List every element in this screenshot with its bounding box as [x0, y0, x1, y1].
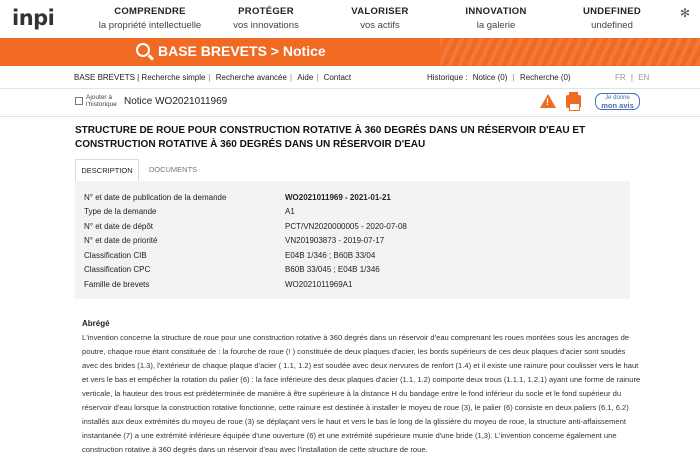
info-value: PCT/VN2020000005 - 2020-07-08	[285, 222, 407, 231]
info-label: N° et date de priorité	[84, 236, 158, 245]
divider	[0, 88, 700, 89]
add-history-label: Ajouter à l'historique	[86, 94, 117, 108]
info-row	[75, 265, 630, 278]
nav-subtitle: vos innovations	[233, 20, 299, 31]
nav-title: COMPRENDRE	[114, 6, 186, 17]
info-value: B60B 33/045 ; E04B 1/346	[285, 265, 380, 274]
nav-innovation[interactable]	[436, 6, 556, 31]
info-row	[75, 251, 630, 264]
history-notice-link[interactable]: Notice (0)	[472, 73, 508, 82]
tab-documents[interactable]: DOCUMENTS	[148, 165, 198, 174]
divider	[0, 116, 700, 117]
link-recherche-simple[interactable]: BASE BREVETS | Recherche simple	[74, 73, 206, 82]
add-history-checkbox[interactable]	[75, 97, 83, 105]
info-row	[75, 236, 630, 249]
info-value: WO2021011969A1	[285, 280, 353, 289]
banner-title: BASE BREVETS > Notice	[158, 43, 326, 59]
link-aide[interactable]: Aide	[297, 73, 314, 82]
patent-info-table	[75, 181, 630, 299]
info-row	[75, 280, 630, 293]
feedback-label: mon avis	[601, 101, 634, 110]
nav-title: VALORISER	[351, 6, 409, 17]
warning-icon[interactable]	[540, 94, 556, 108]
info-label: Type de la demande	[84, 207, 157, 216]
info-value: VN201903873 - 2019-07-17	[285, 236, 385, 245]
feedback-top: Je donne	[605, 95, 630, 101]
nav-comprendre[interactable]	[90, 6, 210, 31]
separator: |	[512, 73, 515, 82]
banner-pattern	[440, 38, 700, 66]
inpi-logo[interactable]: inpi	[12, 6, 55, 30]
notice-id: Notice WO2021011969	[124, 96, 228, 107]
info-label: N° et date de dépôt	[84, 222, 154, 231]
patent-title: STRUCTURE DE ROUE POUR CONSTRUCTION ROTATIVE À 360 DEGRÉS DANS UN RÉSERVOIR D'EAU ET CONSTRUCTION ROTATIVE À 360 DEGRÉS DANS UN RÉSERVOIR D'EAU	[75, 125, 586, 150]
info-label: Classification CPC	[84, 265, 151, 274]
abstract-text: L'invention concerne la structure de roue pour une construction rotative à 360 degrés dans un réservoir d'eau comprenant les roues montées sous les ancrages de poutre, chaque roue étant constituée de : la fourche de roue (! ) constituée de deux plaques d'acier, les bords supérieurs de ces deux plaques d'acier sont soudés avec des brides (1.3), l'extérieur de chaque plaque d'acier ( 1.1, 1.2) est soudée avec deux nervures de renfort (1.4) et il existe une rainure pour coulisser vers le haut et vers le bas et empêcher la rotation du palier (6) : la face inférieure des deux plaques d'acier (1.1, 1.2) comporte deux trous (1.1.1, 1.2.1) ayant une forme de rainure verticale, la hauteur des trous est prédéterminée de manière à être supérieure à la distance H du bandage entre le fond inférieur du socle et le fond supérieur du réservoir d'eau lorsque la construction rotative fonctionne, cette rainure est destinée à installer le moyeu de roue (3), le palier (6) consiste en deux paliers (6.1, 6.2) installés aux deux extrémités du moyeu de roue (3) se déplaçant vers le haut et vers le bas le long de la glissière du moyeu de roue, la structure anti-affaissement instantanée (7) a une extrémité inférieure équipée d'une ouverture (6) et une extrémité supérieure munie d'une bride (1,3). L'invention concerne également une construction rotative à 360 degrés dans un réservoir d'eau avec l'installation de cette structure de roue.	[82, 333, 641, 454]
search-icon	[136, 43, 150, 57]
nav-undefined[interactable]	[552, 6, 672, 31]
nav-subtitle: la galerie	[476, 20, 516, 31]
info-label: N° et date de publication de la demande	[84, 193, 227, 202]
info-value: A1	[285, 207, 295, 216]
feedback-button[interactable]	[595, 93, 640, 110]
info-value: E04B 1/346 ; B60B 33/04	[285, 251, 376, 260]
settings-icon[interactable]: ✻	[679, 6, 690, 20]
notice-bar	[0, 90, 700, 114]
info-value: WO2021011969 - 2021-01-21	[285, 193, 391, 202]
printer-icon[interactable]	[566, 95, 581, 108]
info-label: Classification CIB	[84, 251, 147, 260]
history-label: Historique :	[427, 73, 468, 82]
info-row	[75, 207, 630, 220]
separator: |	[208, 73, 211, 82]
tab-description[interactable]: DESCRIPTION	[75, 159, 139, 181]
link-recherche-avancee[interactable]: Recherche avancée	[215, 73, 287, 82]
nav-title: INNOVATION	[465, 6, 527, 17]
nav-valoriser[interactable]	[320, 6, 440, 31]
separator: |	[289, 73, 293, 82]
nav-subtitle: la propriété intellectuelle	[98, 20, 202, 31]
link-contact[interactable]: Contact	[323, 73, 352, 82]
sub-navigation	[0, 66, 700, 88]
base-brevets-banner	[0, 38, 700, 66]
lang-fr[interactable]: FR	[615, 73, 626, 82]
nav-proteger[interactable]	[206, 6, 326, 31]
nav-title: UNDEFINED	[582, 6, 642, 17]
nav-subtitle: undefined	[591, 20, 633, 31]
nav-subtitle: vos actifs	[360, 20, 400, 31]
top-navigation	[0, 0, 700, 38]
lang-en[interactable]: EN	[638, 73, 650, 82]
separator: |	[316, 73, 319, 82]
history-search-link[interactable]: Recherche (0)	[519, 73, 571, 82]
separator: |	[630, 73, 633, 82]
info-row	[75, 193, 630, 206]
abstract-heading: Abrégé	[82, 319, 110, 328]
nav-title: PROTÉGER	[238, 6, 294, 17]
info-label: Famille de brevets	[84, 280, 150, 289]
info-row	[75, 222, 630, 235]
